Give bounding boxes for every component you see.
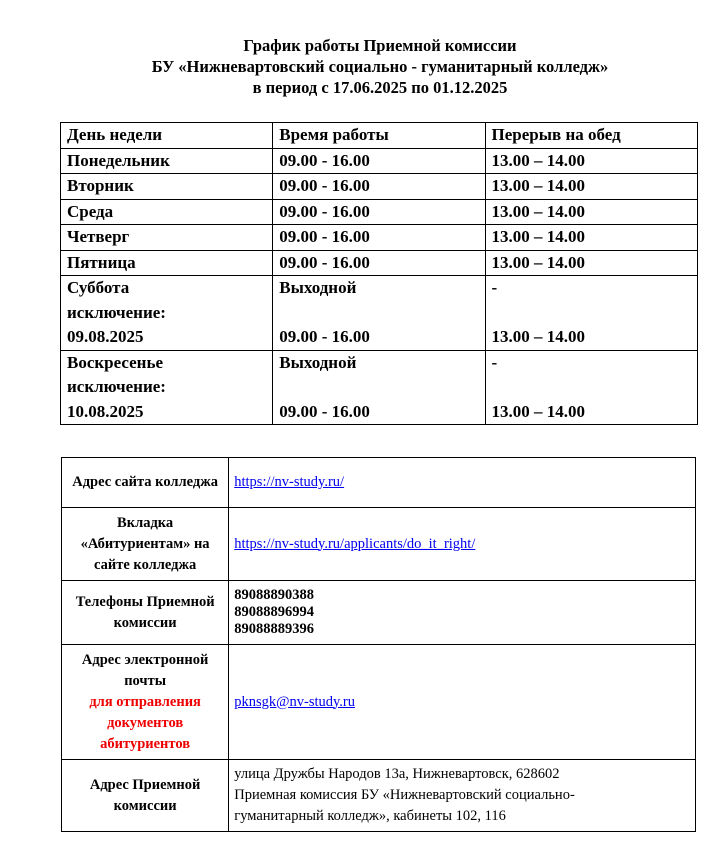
address-line: гуманитарный колледж», кабинеты 102, 116 bbox=[234, 808, 506, 824]
phones-value bbox=[229, 581, 696, 645]
table-row-saturday bbox=[61, 276, 698, 351]
header-lunch: Перерыв на обед bbox=[485, 123, 697, 149]
lunch-cell bbox=[485, 276, 697, 351]
site-label: Адрес сайта колледжа bbox=[62, 458, 229, 508]
info-row-phones bbox=[62, 581, 696, 645]
lunch-cell: 13.00 – 14.00 bbox=[485, 174, 697, 200]
address-value bbox=[229, 760, 696, 832]
day-cell: Среда bbox=[61, 199, 273, 225]
schedule-table bbox=[60, 122, 698, 425]
table-row bbox=[61, 148, 698, 174]
table-header-row bbox=[61, 123, 698, 149]
day-cell: Понедельник bbox=[61, 148, 273, 174]
phone-number: 89088889396 bbox=[234, 621, 314, 637]
header-day: День недели bbox=[61, 123, 273, 149]
table-row bbox=[61, 199, 698, 225]
day-cell bbox=[61, 350, 273, 425]
exception-date: 10.08.2025 bbox=[67, 401, 144, 421]
phone-number: 89088896994 bbox=[234, 604, 314, 620]
table-row bbox=[61, 225, 698, 251]
lunch-dash: - bbox=[491, 352, 498, 372]
day-cell: Вторник bbox=[61, 174, 273, 200]
lunch-cell: 13.00 – 14.00 bbox=[485, 250, 697, 276]
day-cell: Пятница bbox=[61, 250, 273, 276]
exception-date: 09.08.2025 bbox=[67, 327, 144, 346]
lunch-dash: - bbox=[491, 278, 498, 297]
day-name: Воскресенье bbox=[67, 352, 164, 372]
email-link[interactable]: pknsgk@nv-study.ru bbox=[234, 693, 356, 710]
email-label-note: для отправления документов абитуриентов bbox=[89, 693, 201, 752]
exception-lunch: 13.00 – 14.00 bbox=[491, 327, 586, 346]
phone-number: 89088890388 bbox=[234, 587, 314, 603]
email-value bbox=[229, 645, 696, 760]
contact-info-table bbox=[61, 457, 696, 832]
title-line-1: График работы Приемной комиссии bbox=[243, 36, 517, 55]
tab-label: Вкладка «Абитуриентам» на сайте колледжа bbox=[62, 508, 229, 581]
info-row-address bbox=[62, 760, 696, 832]
lunch-cell: 13.00 – 14.00 bbox=[485, 199, 697, 225]
day-cell: Четверг bbox=[61, 225, 273, 251]
tab-value bbox=[229, 508, 696, 581]
email-label-text: Адрес электронной почты bbox=[81, 651, 209, 689]
info-row-email bbox=[62, 645, 696, 760]
address-label: Адрес Приемной комиссии bbox=[62, 760, 229, 832]
table-row bbox=[61, 174, 698, 200]
info-row-site bbox=[62, 458, 696, 508]
status-text: Выходной bbox=[279, 278, 357, 297]
time-cell: 09.00 - 16.00 bbox=[273, 250, 485, 276]
table-row bbox=[61, 250, 698, 276]
time-cell: 09.00 - 16.00 bbox=[273, 199, 485, 225]
document-title bbox=[0, 35, 718, 98]
address-line: улица Дружбы Народов 13а, Нижневартовск, 628602 bbox=[234, 766, 560, 782]
applicants-link[interactable]: https://nv-study.ru/applicants/do_it_right/ bbox=[234, 535, 476, 552]
site-value bbox=[229, 458, 696, 508]
lunch-cell: 13.00 – 14.00 bbox=[485, 225, 697, 251]
title-line-2: БУ «Нижневартовский социально - гуманитарный колледж» bbox=[151, 57, 609, 76]
lunch-cell bbox=[485, 350, 697, 425]
exception-time: 09.00 - 16.00 bbox=[279, 401, 370, 421]
header-time: Время работы bbox=[273, 123, 485, 149]
lunch-cell: 13.00 – 14.00 bbox=[485, 148, 697, 174]
time-cell: 09.00 - 16.00 bbox=[273, 174, 485, 200]
time-cell bbox=[273, 350, 485, 425]
time-cell bbox=[273, 276, 485, 351]
exception-time: 09.00 - 16.00 bbox=[279, 327, 370, 346]
email-label bbox=[62, 645, 229, 760]
status-text: Выходной bbox=[279, 352, 357, 372]
phones-label: Телефоны Приемной комиссии bbox=[62, 581, 229, 645]
time-cell: 09.00 - 16.00 bbox=[273, 148, 485, 174]
day-name: Суббота bbox=[67, 278, 130, 297]
address-line: Приемная комиссия БУ «Нижневартовский социально- bbox=[234, 787, 575, 803]
time-cell: 09.00 - 16.00 bbox=[273, 225, 485, 251]
exception-label: исключение: bbox=[67, 302, 166, 322]
site-link[interactable]: https://nv-study.ru/ bbox=[234, 474, 345, 490]
title-line-3: в период с 17.06.2025 по 01.12.2025 bbox=[252, 78, 508, 97]
exception-lunch: 13.00 – 14.00 bbox=[491, 401, 586, 421]
info-row-tab bbox=[62, 508, 696, 581]
exception-label: исключение: bbox=[67, 377, 166, 396]
table-row-sunday bbox=[61, 350, 698, 425]
day-cell bbox=[61, 276, 273, 351]
